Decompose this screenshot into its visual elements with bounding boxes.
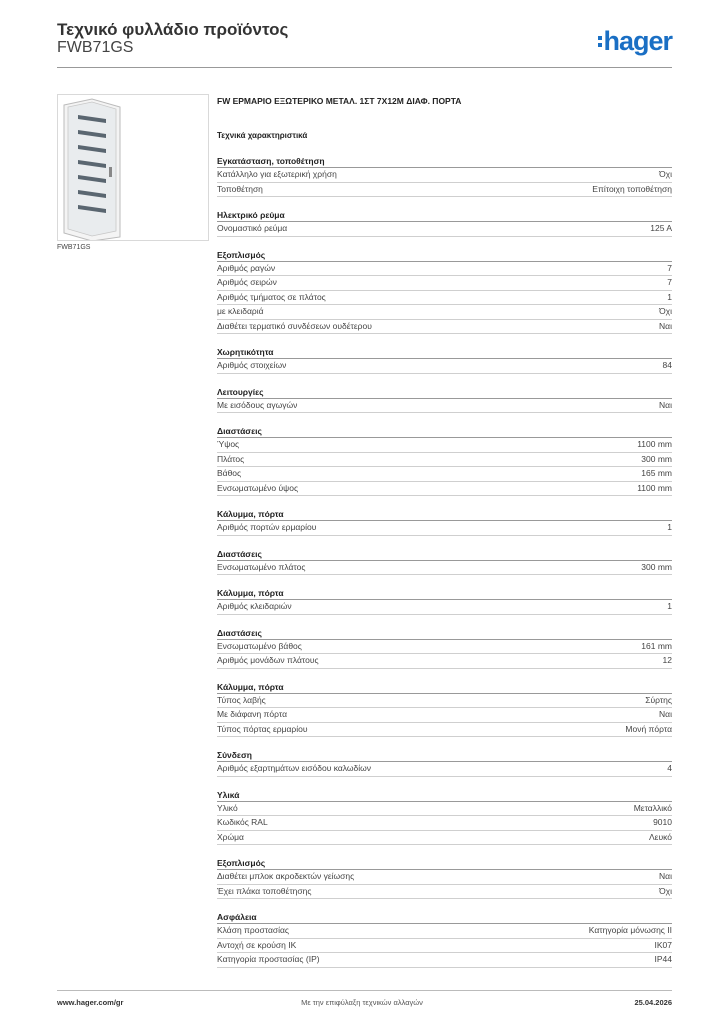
footer-website-link[interactable]: www.hager.com/gr — [57, 998, 124, 1007]
spec-row — [217, 305, 672, 320]
spec-key: Αριθμός κλειδαριών — [217, 601, 292, 611]
spec-key: Ενσωματωμένο ύψος — [217, 482, 299, 493]
spec-value: IP44 — [654, 954, 672, 964]
spec-value: 125 A — [650, 223, 672, 233]
spec-row — [217, 802, 672, 817]
spec-value: Μεταλλικό — [633, 802, 672, 813]
spec-section — [217, 210, 672, 237]
footer-date: 25.04.2026 — [634, 998, 672, 1007]
spec-row — [217, 654, 672, 669]
logo-dots-icon — [598, 36, 602, 47]
spec-value: 1100 mm — [637, 482, 672, 493]
spec-section — [217, 347, 672, 374]
spec-key: Κατάλληλο για εξωτερική χρήση — [217, 169, 337, 179]
section-title: Χωρητικότητα — [217, 347, 672, 359]
spec-row — [217, 276, 672, 291]
section-title: Εγκατάσταση, τοποθέτηση — [217, 156, 672, 168]
spec-key: Βάθος — [217, 468, 242, 478]
section-title: Σύνδεση — [217, 750, 672, 762]
spec-key: Ύψος — [217, 439, 240, 449]
spec-value: Κατηγορία μόνωσης II — [588, 925, 672, 935]
section-title: Ηλεκτρικό ρεύμα — [217, 210, 672, 222]
section-title: Κάλυμμα, πόρτα — [217, 509, 672, 521]
spec-row — [217, 939, 672, 954]
spec-key: Αντοχή σε κρούση IK — [217, 939, 297, 950]
spec-row — [217, 399, 672, 414]
spec-value: Όχι — [659, 169, 672, 179]
spec-row — [217, 723, 672, 738]
spec-key: Ενσωματωμένο βάθος — [217, 640, 302, 651]
spec-row — [217, 262, 672, 277]
spec-key: Έχει πλάκα τοποθέτησης — [217, 885, 312, 896]
spec-section — [217, 588, 672, 615]
spec-key: Με εισόδους αγωγών — [217, 399, 298, 410]
spec-row — [217, 885, 672, 900]
spec-row — [217, 320, 672, 335]
spec-value: 7 — [667, 277, 672, 287]
spec-section — [217, 387, 672, 414]
spec-section — [217, 790, 672, 846]
spec-row — [217, 222, 672, 237]
spec-value: 4 — [667, 763, 672, 773]
document-title: Τεχνικό φυλλάδιο προϊόντος — [57, 20, 289, 39]
spec-section — [217, 509, 672, 536]
footer-notice: Με την επιφύλαξη τεχνικών αλλαγών — [301, 998, 423, 1007]
logo-text: hager — [603, 26, 672, 56]
spec-key: Αριθμός μονάδων πλάτους — [217, 655, 319, 665]
spec-key: Ονομαστικό ρεύμα — [217, 223, 288, 233]
section-title: Κάλυμμα, πόρτα — [217, 682, 672, 694]
hager-logo[interactable] — [598, 26, 672, 56]
spec-value: Ναι — [659, 320, 672, 331]
spec-value: 1 — [667, 291, 672, 302]
spec-value: 9010 — [653, 817, 672, 827]
spec-row — [217, 762, 672, 777]
section-title: Εξοπλισμός — [217, 250, 672, 262]
spec-value: 161 mm — [641, 640, 672, 651]
spec-value: Ναι — [659, 871, 672, 881]
spec-section — [217, 549, 672, 576]
section-title: Υλικά — [217, 790, 672, 802]
spec-value: Ναι — [659, 399, 672, 410]
spec-value: Επίτοιχη τοποθέτηση — [592, 183, 672, 194]
spec-value: 1100 mm — [637, 439, 672, 449]
spec-row — [217, 831, 672, 846]
spec-row — [217, 561, 672, 576]
section-title: Λειτουργίες — [217, 387, 672, 399]
spec-key: Αριθμός πορτών ερμαρίου — [217, 522, 317, 532]
spec-value: Σύρτης — [645, 694, 672, 705]
spec-key: Διαθέτει τερματικό συνδέσεων ουδέτερου — [217, 320, 372, 331]
section-title: Διαστάσεις — [217, 549, 672, 561]
spec-row — [217, 953, 672, 968]
product-image — [57, 94, 209, 241]
spec-row — [217, 708, 672, 723]
spec-value: IK07 — [654, 939, 672, 950]
spec-row — [217, 183, 672, 198]
spec-key: Κατηγορία προστασίας (IP) — [217, 954, 320, 964]
spec-row — [217, 291, 672, 306]
spec-key: Χρώμα — [217, 831, 244, 842]
spec-key: Κωδικός RAL — [217, 817, 268, 827]
spec-row — [217, 438, 672, 453]
spec-section — [217, 858, 672, 899]
spec-row — [217, 482, 672, 497]
spec-row — [217, 924, 672, 939]
section-title: Κάλυμμα, πόρτα — [217, 588, 672, 600]
spec-key: Τύπος λαβής — [217, 694, 266, 705]
spec-row — [217, 467, 672, 482]
spec-value: 1 — [667, 522, 672, 532]
spec-value: Όχι — [659, 885, 672, 896]
section-title: Ασφάλεια — [217, 912, 672, 924]
spec-value: 1 — [667, 601, 672, 611]
product-code: FWB71GS — [57, 39, 134, 56]
spec-key: Τοποθέτηση — [217, 183, 263, 194]
spec-key: Τύπος πόρτας ερμαρίου — [217, 723, 308, 734]
spec-key: Αριθμός σειρών — [217, 277, 277, 287]
spec-content — [217, 96, 672, 968]
spec-value: Όχι — [659, 306, 672, 316]
spec-section — [217, 750, 672, 777]
spec-key: Κλάση προστασίας — [217, 925, 290, 935]
spec-value: 300 mm — [641, 561, 672, 572]
spec-key: Αριθμός τμήματος σε πλάτος — [217, 291, 326, 302]
spec-value: 300 mm — [641, 453, 672, 464]
spec-section — [217, 156, 672, 197]
spec-section — [217, 250, 672, 335]
spec-section — [217, 628, 672, 669]
spec-key: Αριθμός στοιχείων — [217, 360, 287, 370]
spec-row — [217, 521, 672, 536]
spec-row — [217, 870, 672, 885]
spec-key: Αριθμός εξαρτημάτων εισόδου καλωδίων — [217, 763, 372, 773]
spec-value: Λευκό — [649, 831, 672, 842]
spec-row — [217, 600, 672, 615]
spec-value: 12 — [662, 655, 672, 665]
cabinet-illustration-icon — [58, 95, 208, 240]
spec-row — [217, 453, 672, 468]
spec-key: Διαθέτει μπλοκ ακροδεκτών γείωσης — [217, 871, 355, 881]
image-caption: FWB71GS — [57, 244, 91, 251]
spec-key: Υλικό — [217, 802, 238, 813]
spec-section — [217, 912, 672, 968]
section-title: Εξοπλισμός — [217, 858, 672, 870]
spec-row — [217, 694, 672, 709]
spec-value: Μονή πόρτα — [625, 723, 672, 734]
spec-key: με κλειδαριά — [217, 306, 264, 316]
spec-value: 165 mm — [641, 468, 672, 478]
spec-section — [217, 682, 672, 738]
section-title: Διαστάσεις — [217, 628, 672, 640]
product-title: FW ΕΡΜΑΡΙΟ ΕΞΩΤΕΡΙΚΟ ΜΕΤΑΛ. 1ΣΤ 7X12M ΔΙΑΦ. ΠΟΡΤΑ — [217, 96, 462, 106]
spec-row — [217, 816, 672, 831]
spec-row — [217, 640, 672, 655]
spec-key: Ενσωματωμένο πλάτος — [217, 561, 306, 572]
spec-section — [217, 426, 672, 496]
spec-row — [217, 168, 672, 183]
spec-key: Πλάτος — [217, 453, 245, 464]
spec-key: Αριθμός ραγών — [217, 262, 276, 273]
footer-divider — [57, 990, 672, 991]
spec-key: Με διάφανη πόρτα — [217, 709, 287, 719]
spec-value: 84 — [662, 360, 672, 370]
technical-heading: Τεχνικά χαρακτηριστικά — [217, 131, 308, 140]
spec-row — [217, 359, 672, 374]
spec-sections — [217, 156, 672, 968]
section-title: Διαστάσεις — [217, 426, 672, 438]
spec-value: Ναι — [659, 709, 672, 719]
spec-value: 7 — [667, 262, 672, 273]
header-divider — [57, 67, 672, 68]
